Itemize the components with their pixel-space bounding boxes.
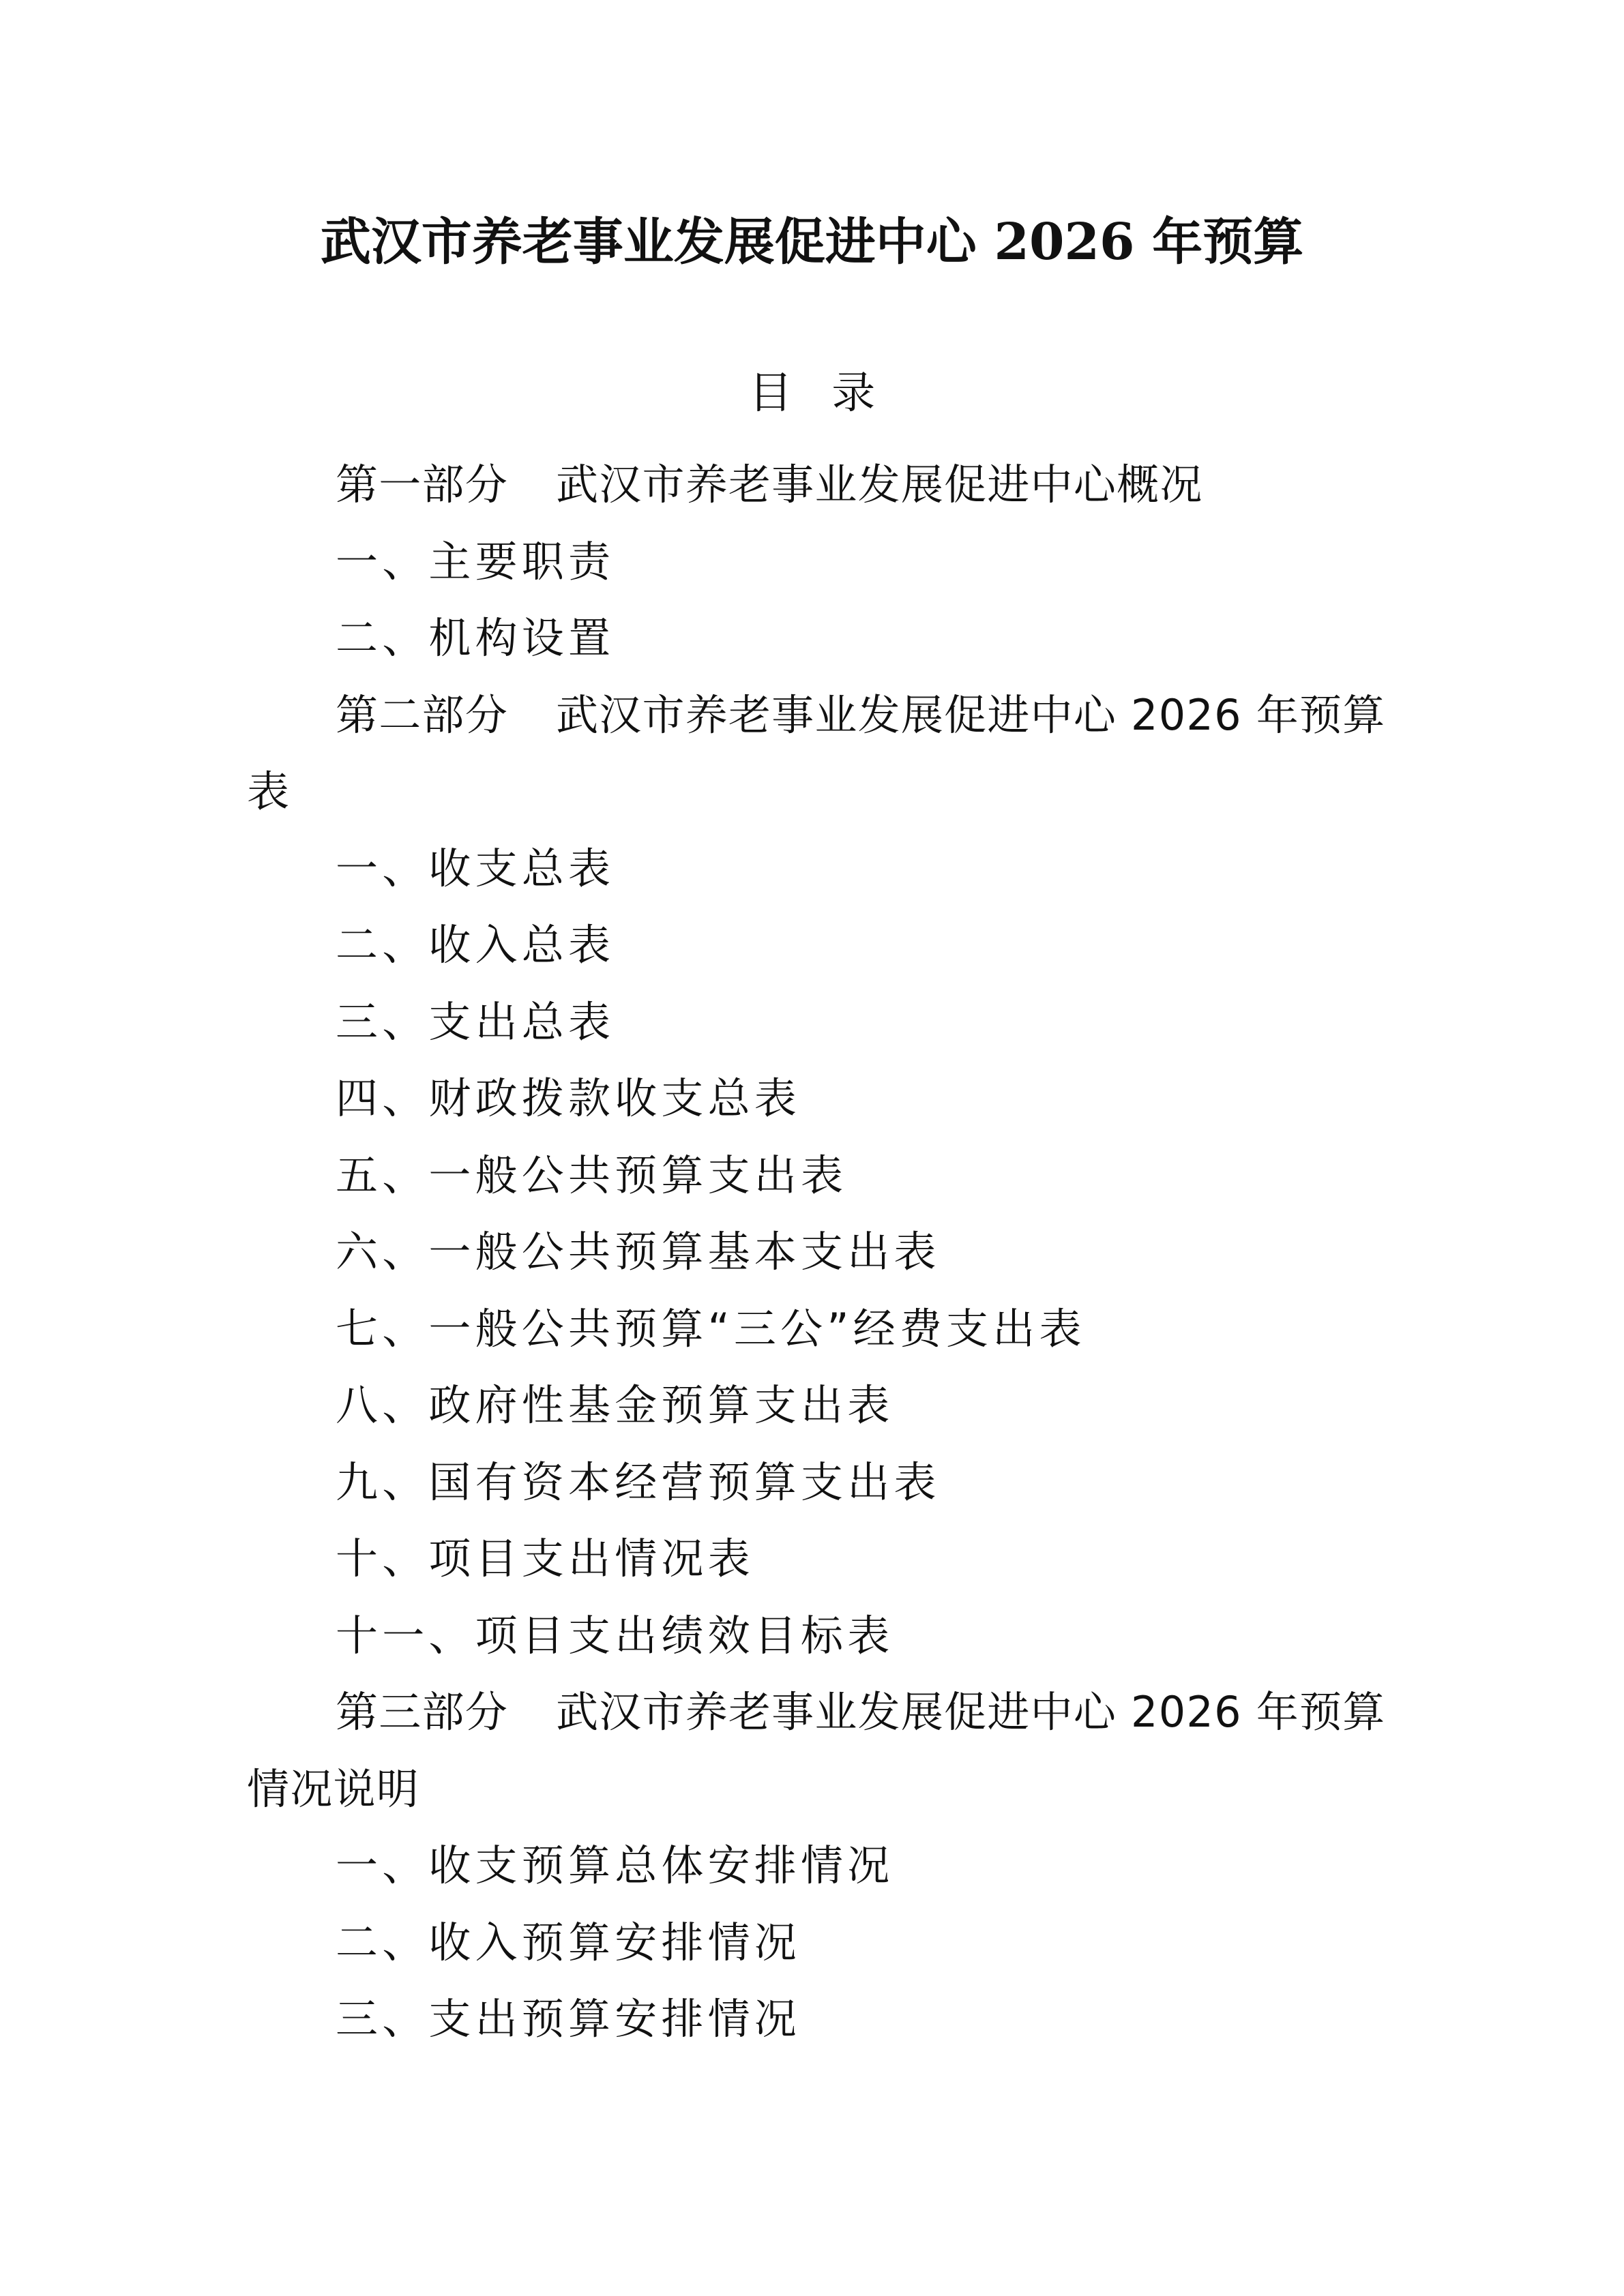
document-title: 武汉市养老事业发展促进中心 2026 年预算 xyxy=(320,213,1304,271)
toc-part-3-title: 武汉市养老事业发展促进中心 2026 年预算情况说明 xyxy=(247,1687,1386,1814)
toc-part-1 xyxy=(247,447,1397,524)
toc-item: 二、收入总表 xyxy=(336,920,615,970)
toc-part-2-title: 武汉市养老事业发展促进中心 2026 年预算表 xyxy=(247,689,1386,816)
table-of-contents xyxy=(247,447,1397,2058)
toc-part-3 xyxy=(247,1674,1397,1828)
toc-item: 二、机构设置 xyxy=(336,613,615,663)
toc-part-2-label: 第二部分 xyxy=(336,689,508,740)
toc-item: 一、收支预算总体安排情况 xyxy=(336,1840,894,1890)
toc-item: 五、一般公共预算支出表 xyxy=(336,1150,848,1200)
toc-item: 十、项目支出情况表 xyxy=(336,1534,754,1583)
toc-part-2 xyxy=(247,677,1397,831)
toc-part-3-label: 第三部分 xyxy=(336,1687,508,1737)
toc-item: 十一、项目支出绩效目标表 xyxy=(336,1610,894,1660)
toc-item: 一、主要职责 xyxy=(336,536,615,586)
toc-item: 七、一般公共预算“三公”经费支出表 xyxy=(336,1303,1086,1354)
toc-item: 四、财政拨款收支总表 xyxy=(336,1073,801,1123)
toc-part-1-title: 武汉市养老事业发展促进中心概况 xyxy=(555,460,1203,509)
toc-item: 二、收入预算安排情况 xyxy=(336,1917,801,1967)
toc-item: 九、国有资本经营预算支出表 xyxy=(336,1457,941,1507)
toc-item: 三、支出预算安排情况 xyxy=(336,1994,801,2044)
toc-item: 一、收支总表 xyxy=(336,843,615,893)
toc-part-1-label: 第一部分 xyxy=(336,460,508,509)
toc-heading: 目录 xyxy=(748,368,915,419)
toc-item: 三、支出总表 xyxy=(336,996,615,1047)
toc-item: 六、一般公共预算基本支出表 xyxy=(336,1227,941,1277)
toc-item: 八、政府性基金预算支出表 xyxy=(336,1380,894,1430)
